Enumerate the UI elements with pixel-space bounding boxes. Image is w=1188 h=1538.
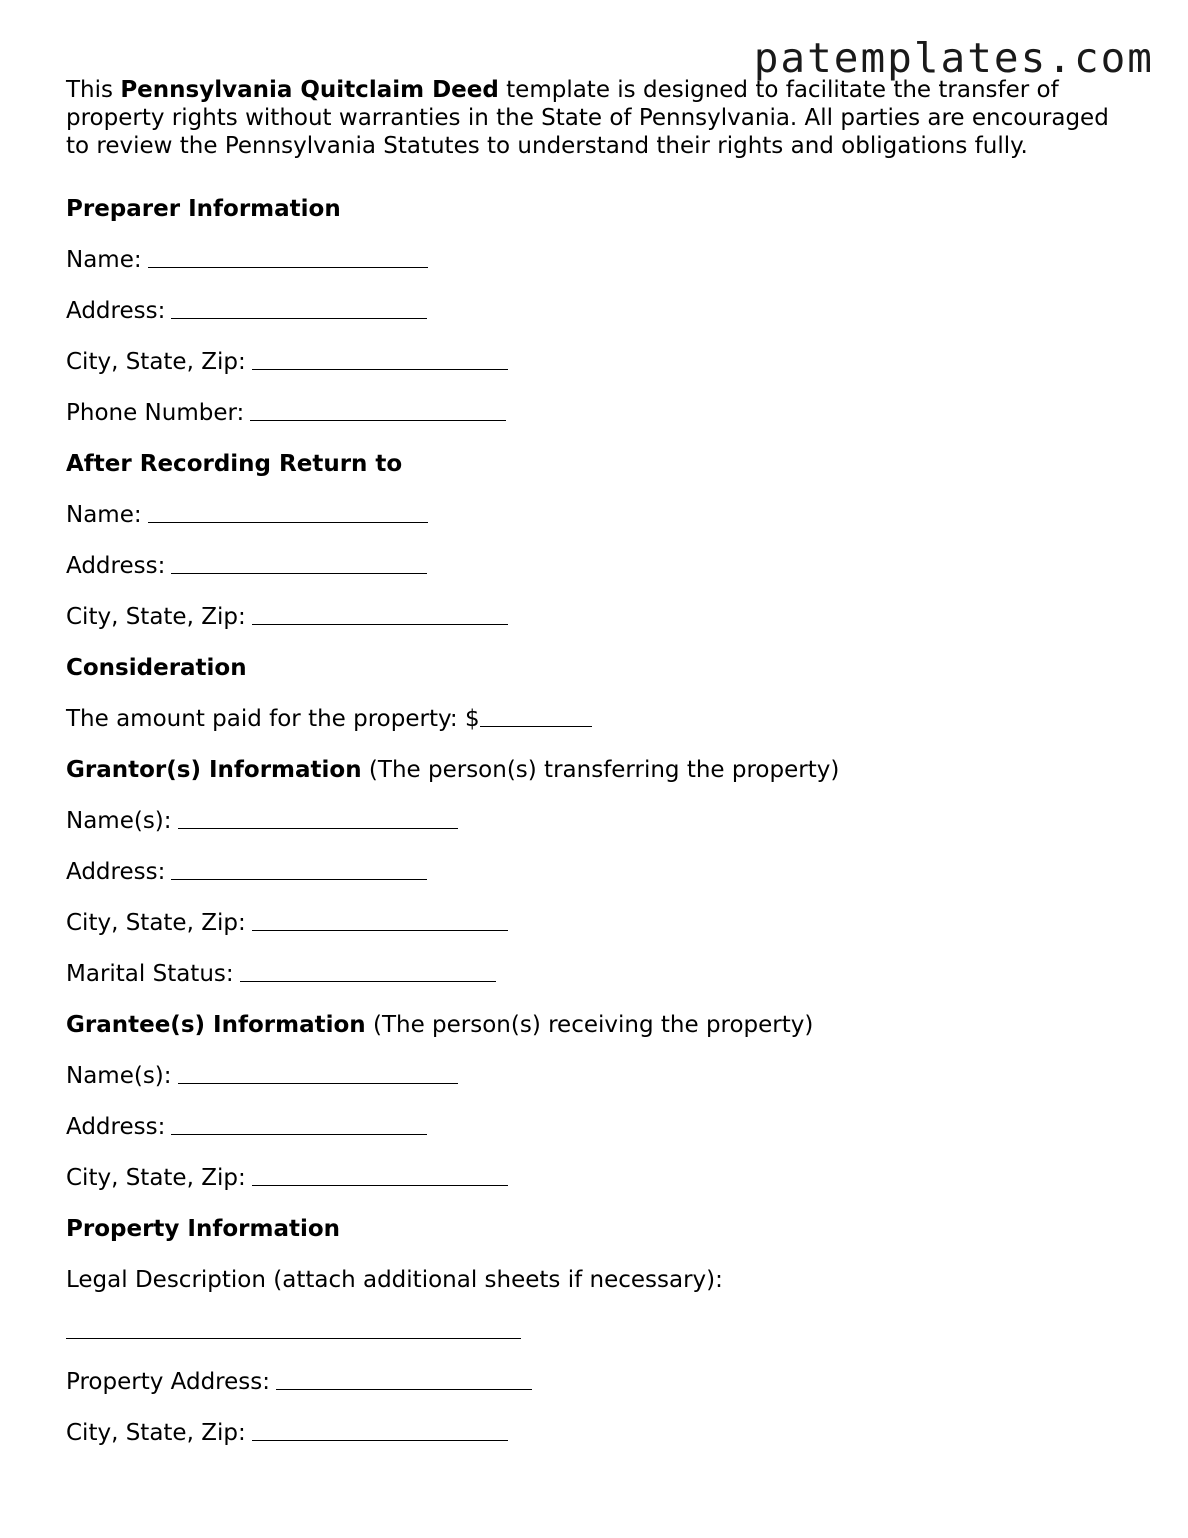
grantor-address-field[interactable] [171, 859, 427, 880]
return-address-label: Address: [66, 553, 166, 579]
intro-body: template is designed to facilitate the transfer of property rights without warranties in the State of Pennsylvania. All parties are encouraged to review the Pennsylvania Statutes to understand their rights and obligations fully. [66, 77, 1109, 159]
preparer-city-label: City, State, Zip: [66, 349, 246, 375]
preparer-name-field[interactable] [148, 247, 428, 268]
return-name-field[interactable] [148, 502, 428, 523]
grantee-heading [66, 1000, 1136, 1051]
grantor-marital-row [66, 949, 1136, 1000]
return-heading: After Recording Return to [66, 451, 403, 477]
grantor-names-row [66, 796, 1136, 847]
preparer-city-row [66, 337, 1136, 388]
grantee-heading-title: Grantee(s) Information [66, 1012, 366, 1038]
grantee-address-row [66, 1102, 1136, 1153]
grantee-heading-note: (The person(s) receiving the property) [365, 1012, 814, 1038]
preparer-address-field[interactable] [171, 298, 427, 319]
grantee-names-field[interactable] [178, 1063, 458, 1084]
watermark: patemplates.com [753, 34, 1154, 82]
intro-paragraph [66, 76, 1136, 160]
grantor-city-row [66, 898, 1136, 949]
grantor-names-label: Name(s): [66, 808, 172, 834]
consideration-amount-row [66, 694, 1136, 745]
property-address-label: Property Address: [66, 1369, 270, 1395]
grantee-names-row [66, 1051, 1136, 1102]
return-address-field[interactable] [171, 553, 427, 574]
preparer-phone-label: Phone Number: [66, 400, 245, 426]
grantee-address-label: Address: [66, 1114, 166, 1140]
preparer-address-label: Address: [66, 298, 166, 324]
intro-title: Pennsylvania Quitclaim Deed [120, 77, 499, 103]
grantor-heading-title: Grantor(s) Information [66, 757, 362, 783]
preparer-phone-field[interactable] [250, 400, 506, 421]
property-address-row [66, 1357, 1136, 1408]
return-city-label: City, State, Zip: [66, 604, 246, 630]
grantor-address-row [66, 847, 1136, 898]
return-city-field[interactable] [252, 604, 508, 625]
grantor-city-field[interactable] [252, 910, 508, 931]
property-legal-field[interactable] [66, 1318, 521, 1339]
grantee-names-label: Name(s): [66, 1063, 172, 1089]
preparer-city-field[interactable] [252, 349, 508, 370]
consideration-heading: Consideration [66, 655, 247, 681]
deed-form [66, 76, 1136, 1459]
property-legal-label: Legal Description (attach additional sheets if necessary): [66, 1267, 723, 1293]
grantor-marital-label: Marital Status: [66, 961, 234, 987]
grantee-address-field[interactable] [171, 1114, 427, 1135]
grantee-city-field[interactable] [252, 1165, 508, 1186]
grantor-address-label: Address: [66, 859, 166, 885]
preparer-phone-row [66, 388, 1136, 439]
preparer-name-row [66, 235, 1136, 286]
property-address-field[interactable] [276, 1369, 532, 1390]
property-heading: Property Information [66, 1216, 341, 1242]
property-city-label: City, State, Zip: [66, 1420, 246, 1446]
preparer-address-row [66, 286, 1136, 337]
return-city-row [66, 592, 1136, 643]
grantor-names-field[interactable] [178, 808, 458, 829]
grantee-city-label: City, State, Zip: [66, 1165, 246, 1191]
grantor-heading [66, 745, 1136, 796]
preparer-name-label: Name: [66, 247, 142, 273]
grantor-marital-field[interactable] [240, 961, 496, 982]
grantor-city-label: City, State, Zip: [66, 910, 246, 936]
property-city-field[interactable] [252, 1420, 508, 1441]
property-city-row [66, 1408, 1136, 1459]
return-name-row [66, 490, 1136, 541]
intro-prefix: This [66, 77, 121, 103]
preparer-heading: Preparer Information [66, 196, 341, 222]
consideration-amount-field[interactable] [480, 706, 592, 727]
property-legal-row [66, 1306, 1136, 1357]
grantor-heading-note: (The person(s) transferring the property) [361, 757, 840, 783]
return-address-row [66, 541, 1136, 592]
return-name-label: Name: [66, 502, 142, 528]
grantee-city-row [66, 1153, 1136, 1204]
consideration-amount-label: The amount paid for the property: $ [66, 706, 480, 732]
